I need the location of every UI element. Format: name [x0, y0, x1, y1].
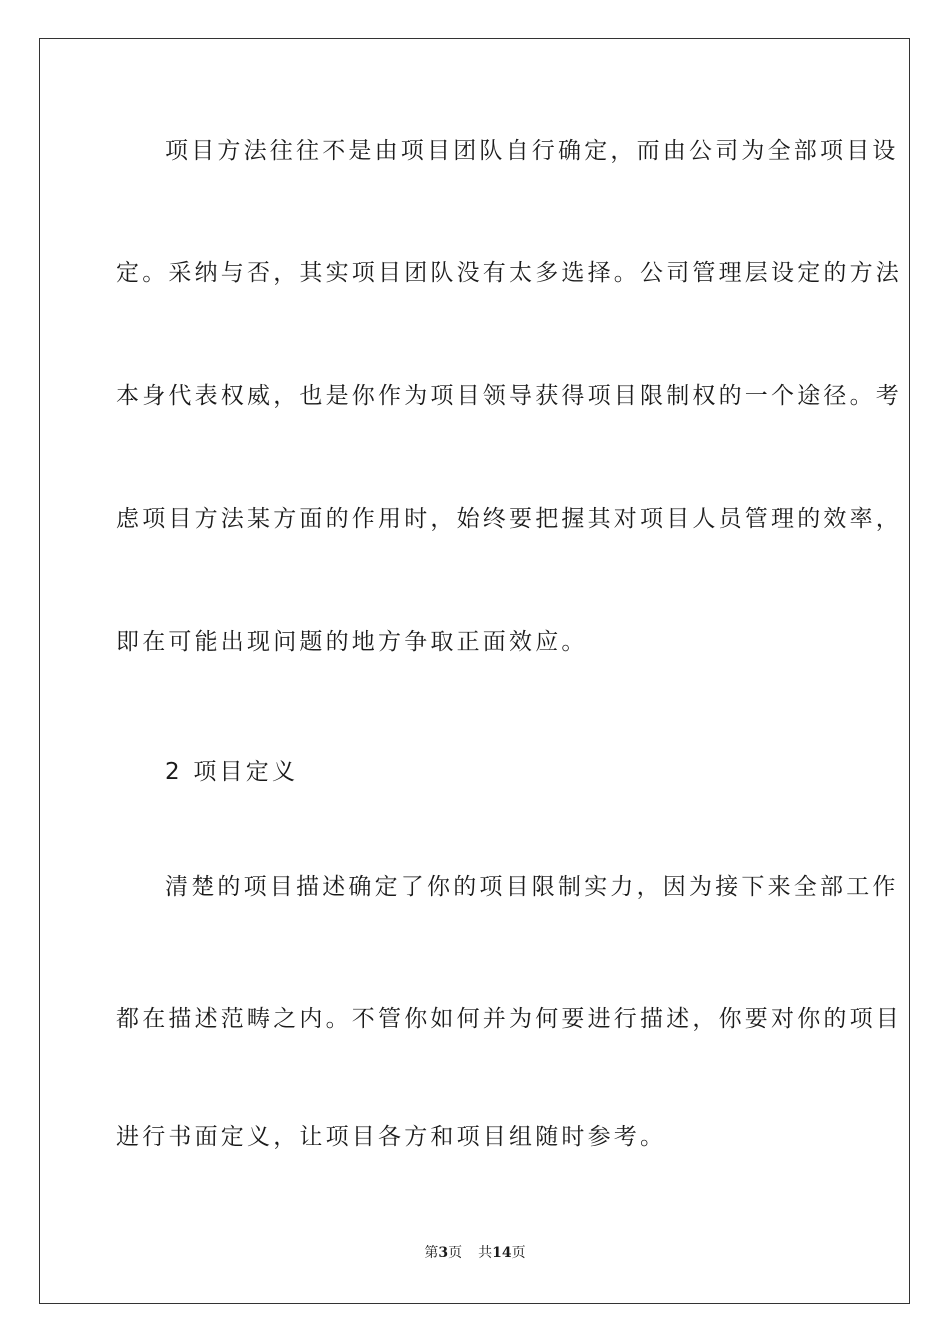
section-heading: 2 项目定义: [165, 759, 299, 785]
paragraph-2-line-1: 清楚的项目描述确定了你的项目限制实力，因为接下来全部工作: [165, 874, 899, 900]
paragraph-2-line-3: 进行书面定义，让项目各方和项目组随时参考。: [116, 1124, 667, 1150]
paragraph-1-line-2: 定。采纳与否，其实项目团队没有太多选择。公司管理层设定的方法: [116, 260, 902, 286]
page-suffix: 页: [448, 1245, 463, 1261]
paragraph-1-line-4: 虑项目方法某方面的作用时，始终要把握其对项目人员管理的效率，: [116, 506, 902, 532]
page-footer: [0, 1244, 950, 1262]
total-suffix: 页: [511, 1245, 526, 1261]
page-frame: [39, 38, 910, 1304]
page-prefix: 第: [424, 1245, 439, 1261]
total-prefix: 共: [478, 1245, 493, 1261]
paragraph-2-line-2: 都在描述范畴之内。不管你如何并为何要进行描述，你要对你的项目: [116, 1006, 902, 1032]
paragraph-1-line-1: 项目方法往往不是由项目团队自行确定，而由公司为全部项目设: [165, 138, 899, 164]
paragraph-1-line-5: 即在可能出现问题的地方争取正面效应。: [116, 629, 588, 655]
page-number: 3: [438, 1245, 449, 1261]
paragraph-1-line-3: 本身代表权威，也是你作为项目领导获得项目限制权的一个途径。考: [116, 383, 902, 409]
page-total: 14: [492, 1245, 512, 1261]
